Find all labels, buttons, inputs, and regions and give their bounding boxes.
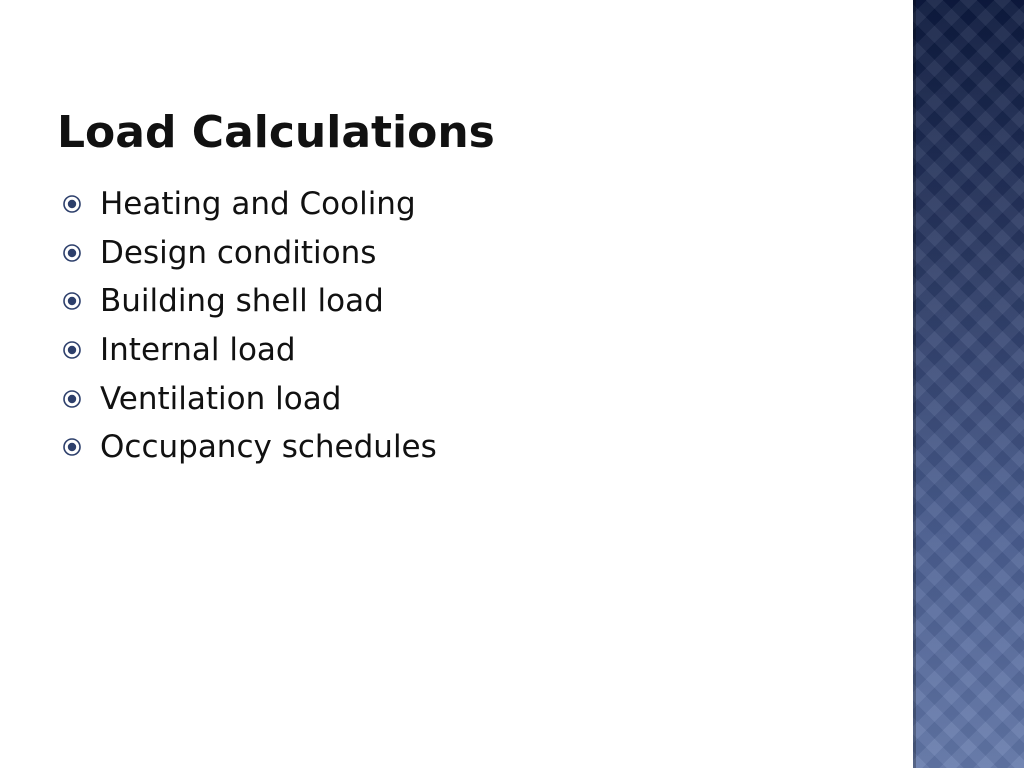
radio-circle-icon xyxy=(62,437,82,457)
bullet-text: Heating and Cooling xyxy=(100,186,416,223)
radio-circle-icon xyxy=(62,243,82,263)
radio-circle-icon xyxy=(62,291,82,311)
radio-circle-icon xyxy=(62,389,82,409)
bullet-item-ventilation-load xyxy=(62,374,437,423)
bullet-item-internal-load xyxy=(62,326,437,375)
radio-circle-icon xyxy=(62,340,82,360)
radio-circle-icon xyxy=(62,194,82,214)
bullet-text: Building shell load xyxy=(100,283,384,320)
bullet-text: Internal load xyxy=(100,332,296,369)
bullet-text: Occupancy schedules xyxy=(100,429,437,466)
bullet-text: Ventilation load xyxy=(100,380,342,417)
slide-title: Load Calculations xyxy=(57,107,495,158)
bullet-item-building-shell-load xyxy=(62,277,437,326)
bullet-item-design-conditions xyxy=(62,229,437,278)
decorative-side-band xyxy=(913,0,1024,768)
bullet-item-occupancy-schedules xyxy=(62,423,437,472)
bullet-text: Design conditions xyxy=(100,234,377,271)
bullet-item-heating-cooling xyxy=(62,180,437,229)
bullet-list xyxy=(62,180,437,472)
